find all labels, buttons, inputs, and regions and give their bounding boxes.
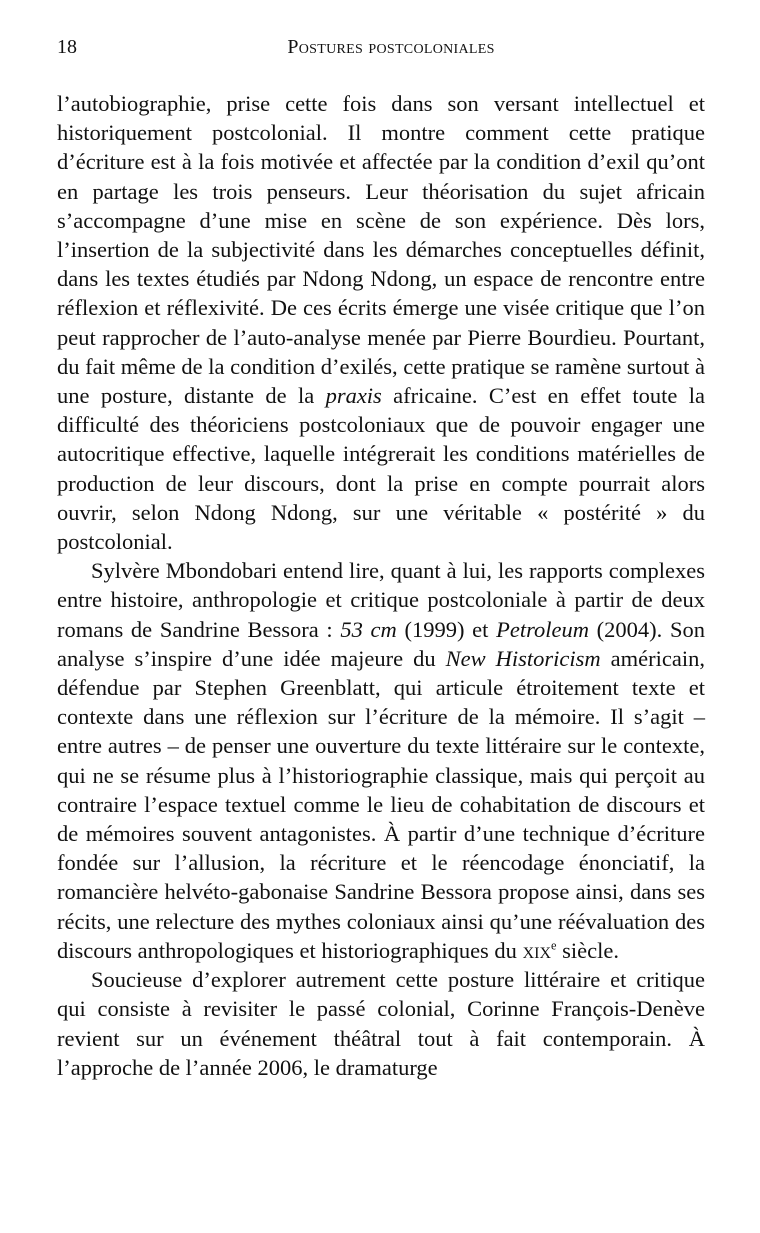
italic-text: praxis [325,383,382,409]
small-caps-text: xix [522,937,551,963]
paragraph-1 [57,89,705,556]
text-run: l’autobiographie, prise cette fois dans son versant intellectuel et historiquement postcolonial. Il montre comment cette pratique d’écriture est à la fois motivée et affectée par la condition d’exil qu’ont en partage les trois penseurs. Leur théorisation du sujet africain s’accompagne d’une mise en scène de son expérience. Dès lors, l’insertion de la subjectivité dans les démarches conceptuelles définit, dans les textes étudiés par Ndong Ndong, un espace de rencontre entre réflexion et réflexivité. De ces écrits émerge une visée critique que l’on peut rapprocher de l’auto-analyse menée par Pierre Bourdieu. Pourtant, du fait même de la condition d’exilés, cette pratique se ramène surtout à une posture, distante de la [57,91,705,409]
text-run: (2004). Son analyse s’inspire d’une idée majeure du [57,616,705,671]
italic-text: Petroleum [496,616,589,642]
superscript-text: e [551,938,557,953]
running-title: Postures postcoloniales [287,36,495,58]
paragraph-3 [57,965,705,1082]
italic-text: 53 cm [340,616,397,642]
paragraph-2 [57,556,705,965]
page-number: 18 [57,36,77,58]
text-run: siècle. [556,937,619,963]
body-text [57,89,705,1082]
book-page [57,30,705,1082]
text-run: africaine. C’est en effet toute la difficulté des théoriciens postcoloniaux que de pouvoir engager une autocritique effective, laquelle intégrerait les conditions matérielles de production de leur discours, dont la prise en compte pourrait alors ouvrir, selon Ndong Ndong, sur une véritable « postérité » du postcolonial. [57,383,705,555]
text-run: américain, défendue par Stephen Greenblatt, qui articule étroitement texte et contexte dans une réflexion sur l’écriture de la mémoire. Il s’agit – entre autres – de penser une ouverture du texte littéraire sur le contexte, qui ne se résume plus à l’historiographie classique, mais qui perçoit au contraire l’espace textuel comme le lieu de cohabitation de discours et de mémoires souvent antagonistes. À partir d’une technique d’écriture fondée sur l’allusion, la récriture et le réencodage énonciatif, la romancière helvéto-gabonaise Sandrine Bessora propose ainsi, dans ses récits, une relecture des mythes coloniaux ainsi qu’une réévaluation des discours anthropologiques et historiographiques du [57,645,705,963]
text-run: Soucieuse d’explorer autrement cette posture littéraire et critique qui consiste à revisiter le passé colonial, Corinne François-Denève revient sur un événement théâtral tout à fait contemporain. À l’approche de l’année 2006, le dramaturge [57,967,705,1080]
italic-text: New Historicism [445,645,601,671]
running-head [57,30,705,64]
text-run: Sylvère Mbondobari entend lire, quant à lui, les rapports complexes entre histoire, anthropologie et critique postcoloniale à partir de deux romans de Sandrine Bessora : [57,558,705,642]
text-run: (1999) et [396,616,497,642]
